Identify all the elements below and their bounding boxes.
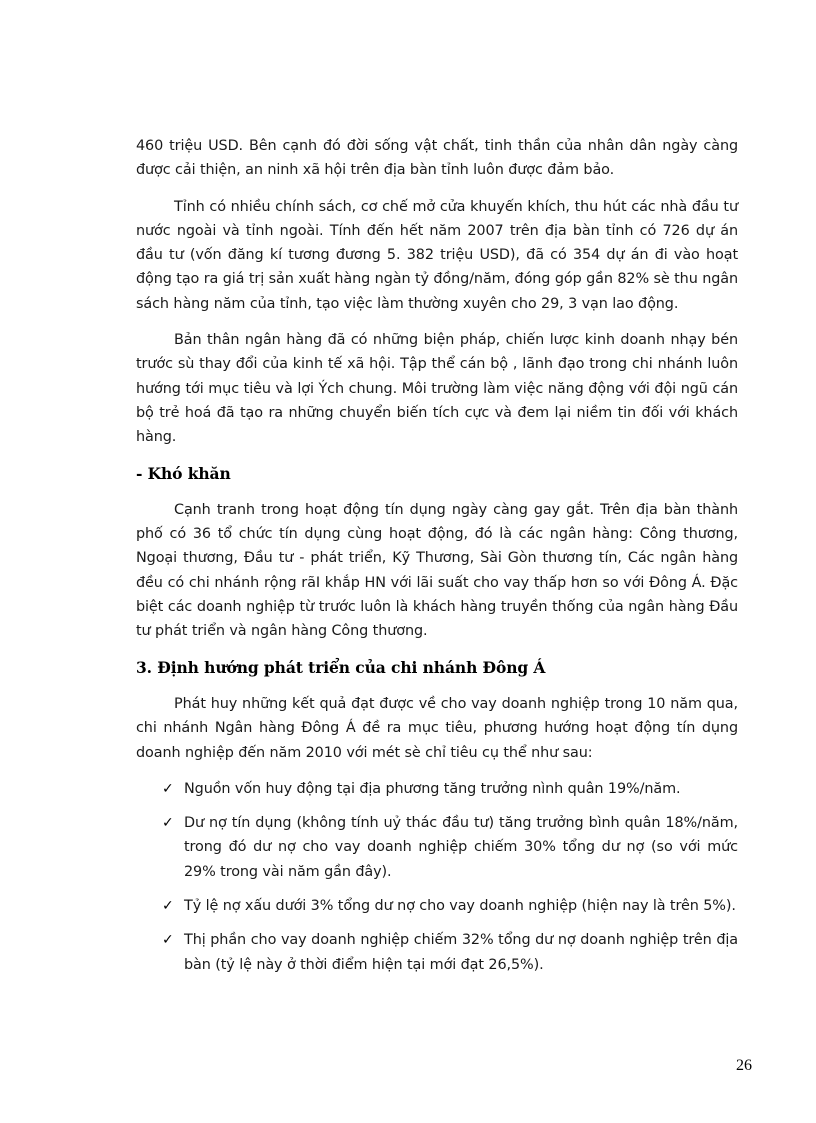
list-item	[136, 894, 738, 918]
list-item	[136, 777, 738, 801]
list-item	[136, 811, 738, 884]
section3-heading: 3. Định hướng phát triển của chi nhánh Đông Á	[136, 657, 546, 677]
section3-paragraph: Phát huy những kết quả đạt được về cho vay doanh nghiệp trong 10 năm qua, chi nhánh Ngân hàng Đông Á đề ra mục tiêu, phương hướng hoạt động tín dụng doanh nghiệp đến năm 2010 với mét sè chỉ tiêu cụ thể như sau:	[136, 695, 738, 761]
difficulties-heading: - Khó khăn	[136, 463, 231, 483]
list-item	[136, 928, 738, 977]
difficulties-paragraph: Cạnh tranh trong hoạt động tín dụng ngày càng gay gắt. Trên địa bàn thành phố có 36 tổ chức tín dụng cùng hoạt động, đó là các ngân hàng: Công thương, Ngoại thương, Đầu tư - phát triển, Kỹ Thương, Sài Gòn thương tín, Các ngân hàng đều có chi nhánh rộng rãI khắp HN với lãi suất cho vay thấp hơn so với Đông Á. Đặc biệt các doanh nghiệp từ trước luôn là khách hàng truyền thống của ngân hàng Đầu tư phát triển và ngân hàng Công thương.	[136, 501, 738, 640]
page-content	[136, 134, 738, 987]
intro-paragraph-1: 460 triệu USD. Bên cạnh đó đời sống vật chất, tinh thần của nhân dân ngày càng được cải thiện, an ninh xã hội trên địa bàn tỉnh luôn được đảm bảo.	[136, 138, 738, 179]
check-icon: ✓	[162, 932, 174, 949]
target-list	[136, 777, 738, 977]
check-icon: ✓	[162, 898, 174, 915]
intro-paragraph-3: Bản thân ngân hàng đã có những biện pháp, chiến lược kinh doanh nhạy bén trước sù thay đổi của kinh tế xã hội. Tập thể cán bộ , lãnh đạo trong chi nhánh luôn hướng tới mục tiêu và lợi Ých chung. Môi trường làm việc năng động với đội ngũ cán bộ trẻ hoá đã tạo ra những chuyển biến tích cực và đem lại niềm tin đối với khách hàng.	[136, 332, 738, 446]
page-number: 26	[736, 1057, 752, 1074]
check-icon: ✓	[162, 780, 174, 797]
list-item-text: Nguồn vốn huy động tại địa phương tăng trưởng nình quân 19%/năm.	[184, 780, 681, 797]
check-icon: ✓	[162, 815, 174, 832]
list-item-text: Dư nợ tín dụng (không tính uỷ thác đầu tư) tăng trưởng bình quân 18%/năm, trong đó dư nợ cho vay doanh nghiệp chiếm 30% tổng dư nợ (so với mức 29% trong vài năm gần đây).	[184, 815, 738, 880]
list-item-text: Tỷ lệ nợ xấu dưới 3% tổng dư nợ cho vay doanh nghiệp (hiện nay là trên 5%).	[184, 898, 736, 915]
list-item-text: Thị phần cho vay doanh nghiệp chiếm 32% tổng dư nợ doanh nghiệp trên địa bàn (tỷ lệ này ở thời điểm hiện tại mới đạt 26,5%).	[184, 932, 738, 973]
intro-paragraph-2: Tỉnh có nhiều chính sách, cơ chế mở cửa khuyến khích, thu hút các nhà đầu tư nước ngoài và tỉnh ngoài. Tính đến hết năm 2007 trên địa bàn tỉnh có 726 dự án đầu tư (vốn đăng kí tương đương 5. 382 triệu USD), đã có 354 dự án đi vào hoạt động tạo ra giá trị sản xuất hàng ngàn tỷ đồng/năm, đóng góp gần 82% sè thu ngân sách hàng năm của tỉnh, tạo việc làm thường xuyên cho 29, 3 vạn lao động.	[136, 198, 738, 312]
